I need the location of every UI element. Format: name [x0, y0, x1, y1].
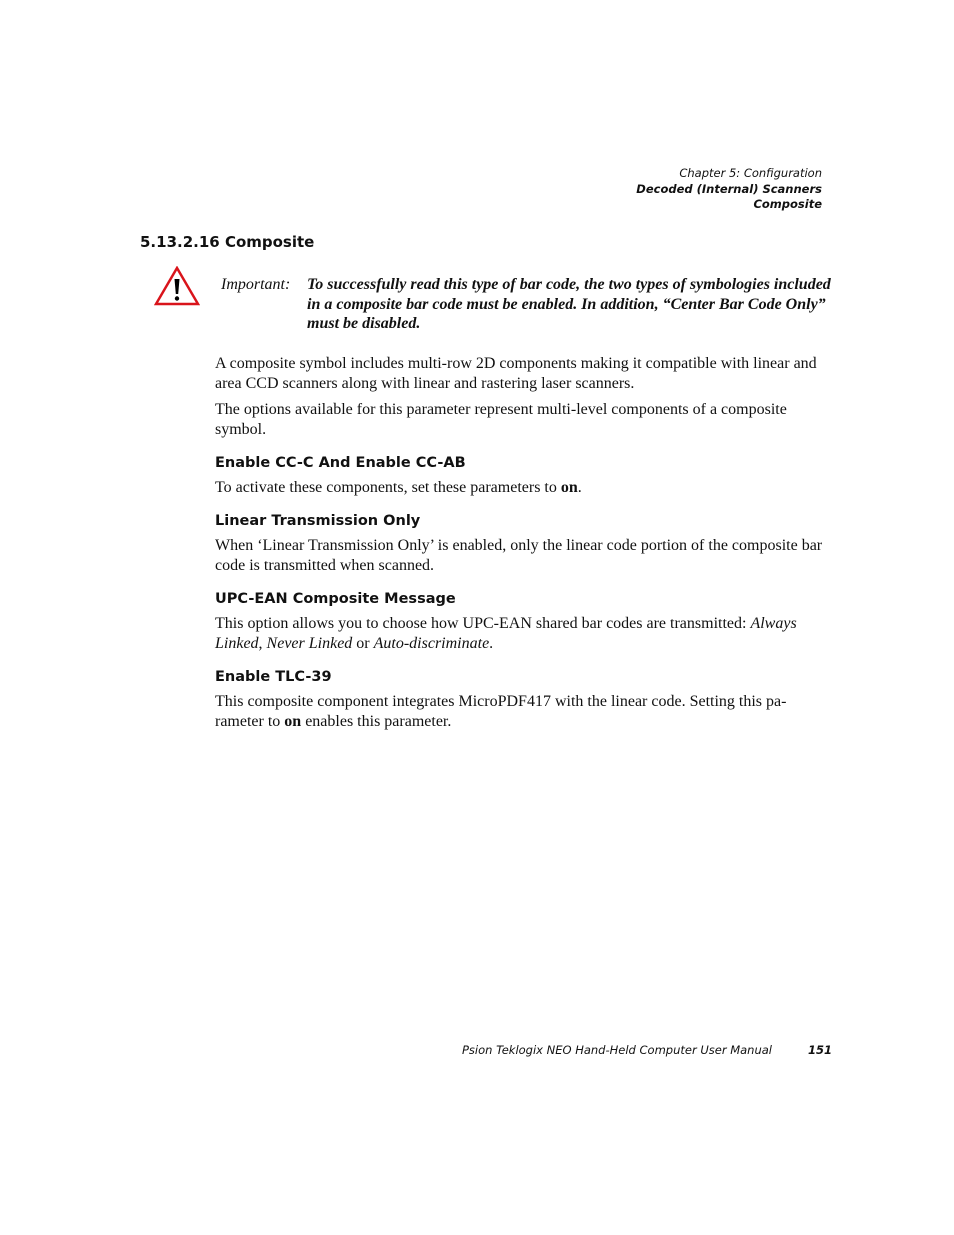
subheading-cc: Enable CC-C And Enable CC-AB	[215, 455, 466, 471]
important-label: Important:	[221, 276, 291, 293]
page-number: 151	[808, 1043, 833, 1057]
tlc-paragraph: This composite component integrates MicroPDF417 with the linear code. Setting this pa-rameter to on enables this parameter.	[215, 693, 787, 730]
important-note	[221, 275, 831, 334]
linear-paragraph: When ‘Linear Transmission Only’ is enabled, only the linear code portion of the composite bar code is transmitted when scanned.	[215, 537, 823, 574]
header-section: Decoded (Internal) Scanners	[636, 181, 822, 196]
intro-paragraph-2: The options available for this parameter represent multi-level components of a composite symbol.	[215, 401, 787, 438]
intro-paragraph-1: A composite symbol includes multi-row 2D components making it compatible with linear and area CCD scanners along with linear and rastering laser scanners.	[215, 355, 817, 392]
header-chapter: Chapter 5: Configuration	[679, 166, 822, 180]
footer-title: Psion Teklogix NEO Hand-Held Computer User Manual	[462, 1043, 772, 1057]
upc-paragraph: This option allows you to choose how UPC-EAN shared bar codes are transmitted: Always Linked, Never Linked or Auto-discriminate.	[215, 615, 797, 652]
important-text: To successfully read this type of bar code, the two types of symbologies included in a composite bar code must be enabled. In addition, “Center Bar Code Only” must be disabled.	[307, 276, 831, 332]
subheading-linear: Linear Transmission Only	[215, 513, 421, 529]
warning-icon	[154, 266, 200, 306]
cc-paragraph: To activate these components, set these parameters to on.	[215, 479, 582, 496]
section-heading: 5.13.2.16 Composite	[140, 233, 315, 251]
subheading-upc: UPC-EAN Composite Message	[215, 591, 456, 607]
body-content	[215, 354, 831, 738]
subheading-tlc: Enable TLC-39	[215, 669, 332, 685]
running-header	[636, 166, 822, 213]
header-subsection: Composite	[753, 197, 822, 211]
